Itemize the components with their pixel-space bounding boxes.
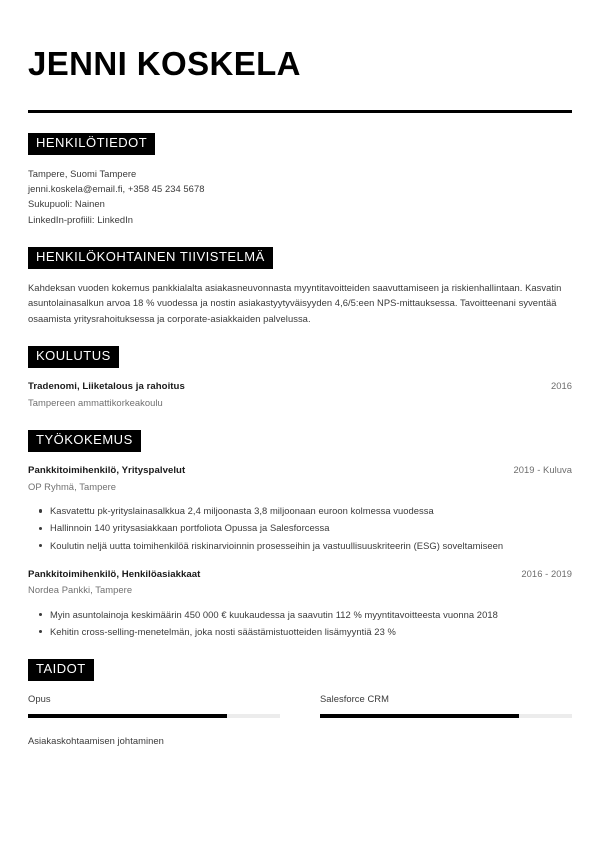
skill-label: Asiakaskohtaamisen johtaminen: [28, 735, 164, 747]
section-heading-experience: TYÖKOKEMUS: [28, 430, 141, 452]
section-experience: [28, 430, 572, 639]
summary-body: [28, 280, 572, 327]
section-heading-skills: TAIDOT: [28, 659, 94, 681]
skills-body: [28, 692, 572, 776]
experience-entry: [28, 463, 572, 553]
list-item: Myin asuntolainoja keskimäärin 450 000 € kuukaudessa ja saavutin 112 % myyntitavoitteesta vuonna 2018: [28, 607, 572, 622]
skill-progress-track: [28, 714, 280, 718]
skill-progress-fill: [28, 714, 227, 718]
skill-item: [28, 734, 280, 760]
contact-email-phone: jenni.koskela@email.fi, +358 45 234 5678: [28, 182, 205, 194]
contact-details: [28, 166, 572, 227]
experience-job-title: Pankkitoimihenkilö, Henkilöasiakkaat: [28, 568, 201, 580]
section-heading-contact: HENKILÖTIEDOT: [28, 133, 155, 155]
section-heading-education: KOULUTUS: [28, 346, 119, 368]
experience-entry-head: [28, 567, 572, 582]
experience-entry-head: [28, 463, 572, 478]
experience-body: [28, 463, 572, 639]
header-divider: [28, 110, 572, 113]
education-institution: Tampereen ammattikorkeakoulu: [28, 396, 163, 408]
skill-progress-track: [320, 714, 572, 718]
section-heading-summary: HENKILÖKOHTAINEN TIIVISTELMÄ: [28, 247, 273, 269]
experience-job-title: Pankkitoimihenkilö, Yrityspalvelut: [28, 465, 186, 477]
education-degree: Tradenomi, Liiketalous ja rahoitus: [28, 381, 185, 393]
section-summary: [28, 247, 572, 326]
skills-grid: [28, 692, 572, 776]
skill-label: Opus: [28, 693, 51, 705]
experience-employer: Nordea Pankki, Tampere: [28, 584, 133, 596]
experience-employer: OP Ryhmä, Tampere: [28, 480, 117, 492]
education-date: 2016: [550, 380, 572, 392]
list-item: Kehitin cross-selling-menetelmän, joka nosti säästämistuotteiden lisämyyntiä 23 %: [28, 624, 572, 639]
skill-item: [320, 692, 572, 718]
section-education: [28, 346, 572, 410]
section-skills: [28, 659, 572, 776]
page-title: JENNI KOSKELA: [28, 45, 301, 82]
experience-bullet-list: [28, 503, 572, 553]
experience-entry: [28, 567, 572, 639]
contact-location: Tampere, Suomi Tampere: [28, 167, 137, 179]
skill-label: Salesforce CRM: [320, 693, 389, 705]
section-contact: [28, 133, 572, 227]
contact-linkedin: LinkedIn-profiili: LinkedIn: [28, 213, 134, 225]
contact-gender: Sukupuoli: Nainen: [28, 198, 105, 210]
experience-bullet-list: [28, 607, 572, 639]
skill-progress-fill: [320, 714, 519, 718]
resume-content: [28, 0, 572, 776]
summary-text: Kahdeksan vuoden kokemus pankkialalta asiakasneuvonnasta myyntitavoitteiden saavuttamiseen ja riskienhallintaan. Kasvatin asuntolainasalkun arvoa 18 % vuodessa ja nostin asiakastyytyväisyyden 4,6/5:een NPS-mittauksessa. Tavoitteenani syventää osaamista yritysrahoituksessa ja corporate-asiakkaiden palvelussa.: [28, 281, 562, 324]
list-item: Hallinnoin 140 yritysasiakkaan portfoliota Opussa ja Salesforcessa: [28, 520, 572, 535]
list-item: Koulutin neljä uutta toimihenkilöä riskinarvioinnin prosesseihin ja vastuullisuuskriteerin (ESG) soveltamiseen: [28, 538, 572, 553]
list-item: Kasvatettu pk-yrityslainasalkkua 2,4 miljoonasta 3,8 miljoonaan euroon kolmessa vuodessa: [28, 503, 572, 518]
education-entry-head: [28, 379, 572, 394]
education-body: [28, 379, 572, 410]
education-entry: [28, 379, 572, 410]
experience-date: 2019 - Kuluva: [513, 464, 572, 476]
experience-date: 2016 - 2019: [521, 567, 572, 579]
skill-item: [28, 692, 280, 718]
